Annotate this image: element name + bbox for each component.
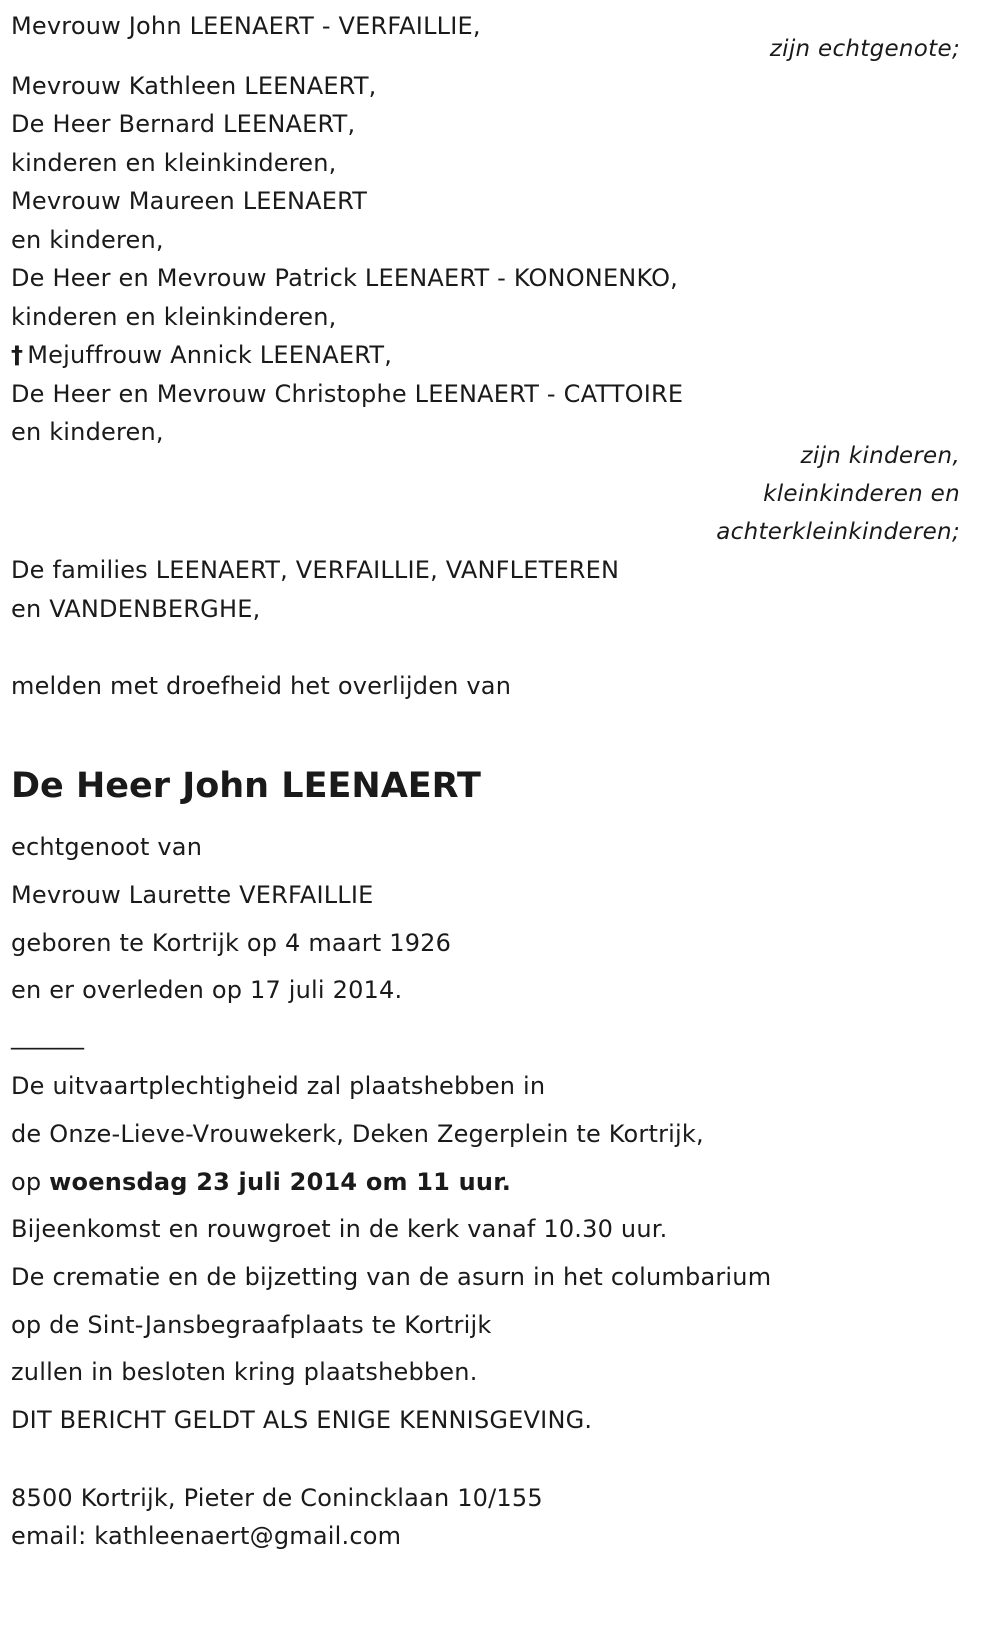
family-line: Mevrouw Kathleen LEENAERT, <box>11 72 377 100</box>
spouse-line: Mevrouw John LEENAERT - VERFAILLIE, <box>11 12 481 40</box>
ceremony-line: De uitvaartplechtigheid zal plaatshebben in <box>11 1072 546 1100</box>
children-role: kleinkinderen en <box>763 481 960 507</box>
families-line: De families LEENAERT, VERFAILLIE, VANFLETEREN <box>11 556 620 584</box>
contact-email: email: kathleenaert@gmail.com <box>11 1522 402 1550</box>
family-line-deceased <box>11 341 392 369</box>
announcement: melden met droefheid het overlijden van <box>11 672 512 700</box>
detail-line: echtgenoot van <box>11 833 203 861</box>
family-line: De Heer Bernard LEENAERT, <box>11 110 356 138</box>
detail-line: Mevrouw Laurette VERFAILLIE <box>11 881 374 909</box>
deceased-child-name: Mejuffrouw Annick LEENAERT, <box>27 341 393 369</box>
family-line: Mevrouw Maureen LEENAERT <box>11 187 368 215</box>
detail-line: geboren te Kortrijk op 4 maart 1926 <box>11 929 452 957</box>
deceased-name: De Heer John LEENAERT <box>11 766 481 806</box>
separator: ______ <box>11 1022 85 1050</box>
detail-line: en er overleden op 17 juli 2014. <box>11 976 403 1004</box>
families-line: en VANDENBERGHE, <box>11 595 261 623</box>
cross-icon: † <box>11 341 24 369</box>
ceremony-line: Bijeenkomst en rouwgroet in de kerk vanaf 10.30 uur. <box>11 1215 668 1243</box>
family-line: kinderen en kleinkinderen, <box>11 149 337 177</box>
contact-address: 8500 Kortrijk, Pieter de Conincklaan 10/155 <box>11 1484 543 1512</box>
ceremony-date: woensdag 23 juli 2014 om 11 uur. <box>49 1168 512 1196</box>
ceremony-line: op de Sint-Jansbegraafplaats te Kortrijk <box>11 1311 492 1339</box>
family-line: De Heer en Mevrouw Patrick LEENAERT - KONONENKO, <box>11 264 679 292</box>
children-role: achterkleinkinderen; <box>716 519 960 545</box>
ceremony-line: De crematie en de bijzetting van de asurn in het columbarium <box>11 1263 772 1291</box>
family-line: en kinderen, <box>11 418 164 446</box>
ceremony-line: zullen in besloten kring plaatshebben. <box>11 1358 478 1386</box>
family-line: kinderen en kleinkinderen, <box>11 303 337 331</box>
family-line: De Heer en Mevrouw Christophe LEENAERT - CATTOIRE <box>11 380 684 408</box>
ceremony-line: de Onze-Lieve-Vrouwekerk, Deken Zegerplein te Kortrijk, <box>11 1120 704 1148</box>
notice-statement: DIT BERICHT GELDT ALS ENIGE KENNISGEVING. <box>11 1406 593 1434</box>
family-line: en kinderen, <box>11 226 164 254</box>
ceremony-date-line <box>11 1168 511 1196</box>
spouse-role: zijn echtgenote; <box>769 36 960 62</box>
ceremony-date-prefix: op <box>11 1168 42 1196</box>
children-role: zijn kinderen, <box>800 443 960 469</box>
